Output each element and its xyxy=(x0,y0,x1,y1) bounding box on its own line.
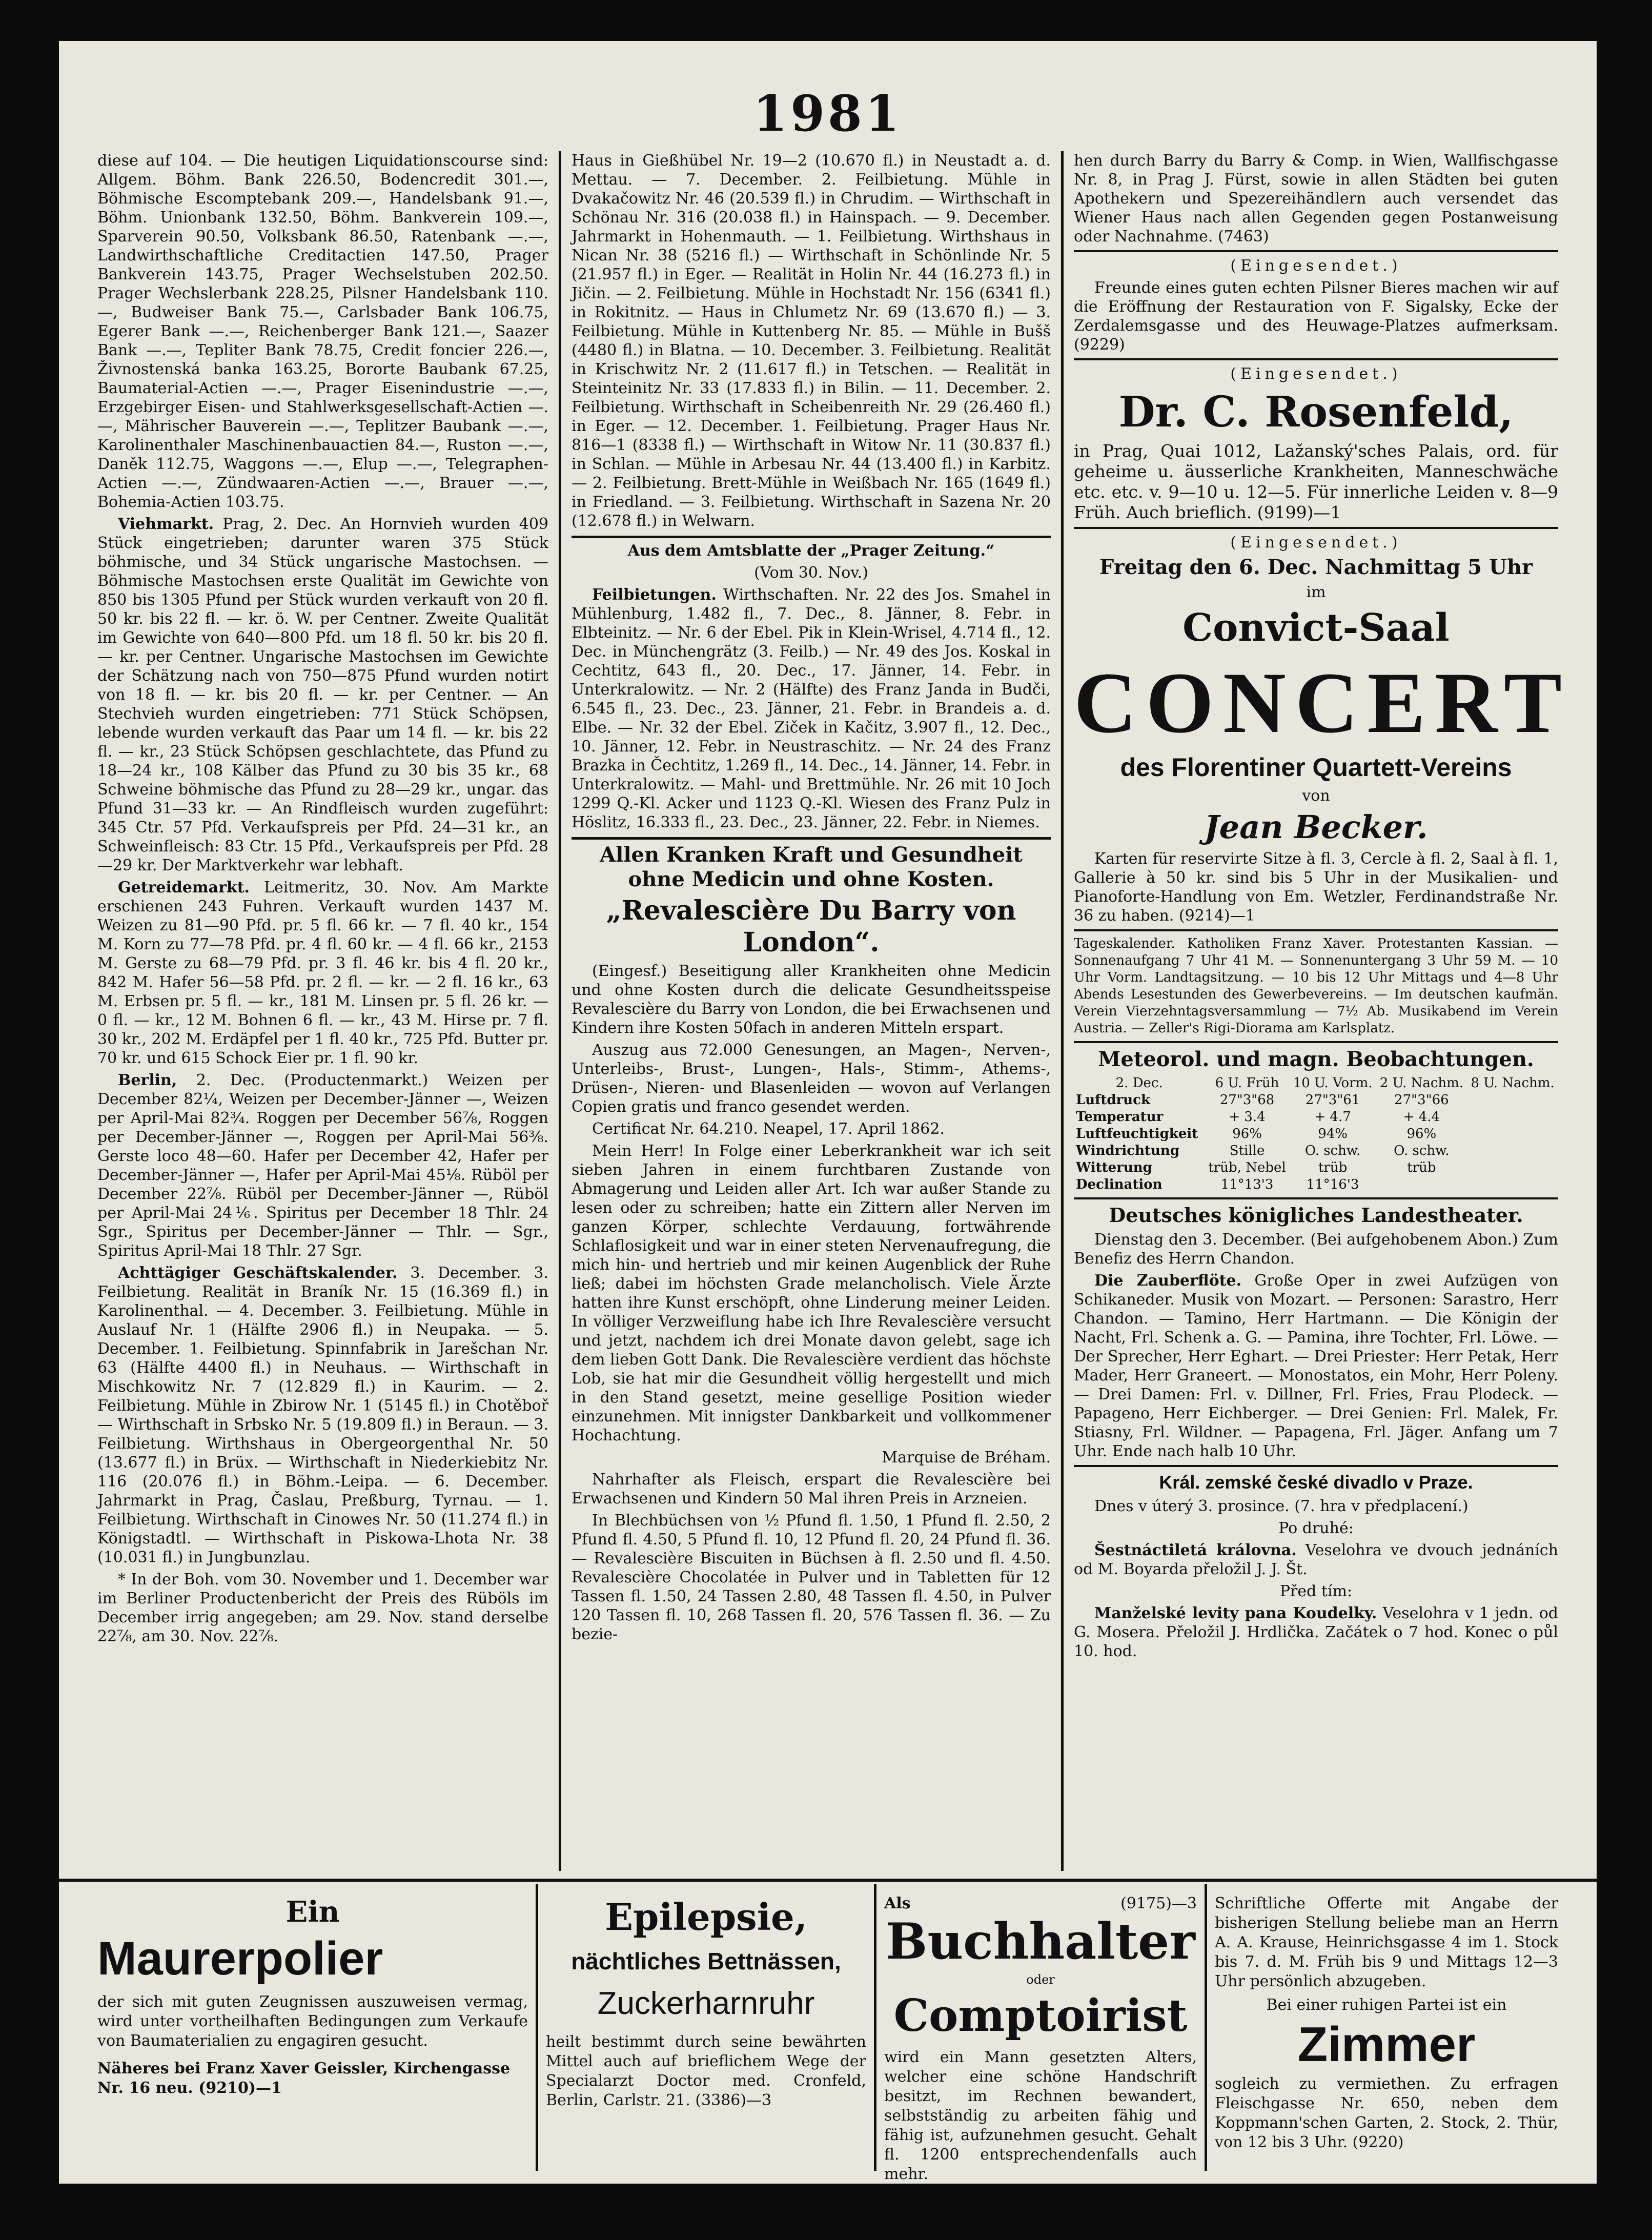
weather-row xyxy=(1074,1143,1558,1159)
theater-cast: Große Oper in zwei Aufzügen von Schikaneder. Musik von Mozart. — Personen: Sarastro, Herr Chandon. — Tamino, Herr Hartmann. — Die Königin der Nacht, Frl. Schenk a. G. — Pamina, ihre Tochter, Frl. Löwe. — Der Sprecher, Herr Eghart. — Drei Priester: Herr Petak, Herr Mader, Herr Graneert. — Monostatos, ein Mohr, Herr Poleny. — Drei Damen: Frl. v. Dillner, Frl. Fries, Frau Plodeck. — Papageno, Herr Eichberger. — Drei Genien: Frl. Malek, Fr. Stiasny, Frl. Wildner. — Papagena, Frl. Jäger. Anfang um 7 Uhr. Ende nach halb 10 Uhr. xyxy=(1074,1272,1558,1460)
czech-theater-text: Po druhé: xyxy=(1278,1519,1354,1537)
weather-cell: 94% xyxy=(1318,1126,1348,1142)
concert-von: von xyxy=(1302,787,1330,805)
ad-maurerpolier xyxy=(97,1894,528,2171)
concert-date: Freitag den 6. Dec. Nachmittag 5 Uhr xyxy=(1099,555,1533,579)
weather-cell xyxy=(1467,1159,1558,1176)
ad-title: Maurerpolier xyxy=(97,1932,383,1985)
weather-col-header: 6 U. Früh xyxy=(1215,1075,1279,1091)
czech-theater-heading: Král. zemské české divadlo v Praze. xyxy=(1159,1472,1473,1493)
stock-exchange-text: diese auf 104. — Die heutigen Liquidationscourse sind: Allgem. Böhm. Bank 226.50, Bodencredit 301.—, Böhmische Escomptebank 209.—, Handelsbank 91.—, Böhm. Unionbank 132.50, Böhm. Bankverein 109.—, Sparverein 90.50, Volksbank 86.50, Ratenbank —.—, Landwirthschaftliche Creditactien 147.50, Prager Bankverein 143.75, Prager Wechselstuben 202.50. Prager Wechslerbank 228.25, Pilsner Handelsbank 110.—, Budweiser Bank 75.—, Carlsbader Bank 106.75, Egerer Bank —.—, Reichenberger Bank 121.—, Saazer Bank —.—, Tepliter Bank 78.75, Credit foncier 226.—, Živnostenská banka 163.25, Bororte Baubank 67.25, Baumaterial-Actien —.—, Prager Eisenindustrie —.—, Erzgebirger Eisen- und Stahlwerksgesellschaft-Actien —.—, Mährischer Bauverein —.—, Teplitzer Baubank —.—, Karolinenthaler Maschinenbauactien 84.—, Ruston —.—, Daněk 112.75, Waggons —.—, Elup —.—, Telegraphen-Actien —.—, Zündwaaren-Actien —.—, Brauer —.—, Bohemia-Actien 103.75. xyxy=(97,152,548,511)
ad-reference: (9175)—3 xyxy=(1120,1895,1197,1912)
ad-text: der sich mit guten Zeugnissen auszuweisen vermag, wird unter vortheilhaften Bedingungen zum Verkaufe von Baumaterialien zu engagiren gesucht. xyxy=(97,1993,528,2050)
weather-heading: Meteorol. und magn. Beobachtungen. xyxy=(1098,1047,1534,1071)
column-1 xyxy=(97,151,548,1874)
business-calendar-text: 3. December. 3. Feilbietung. Realität in Braník Nr. 15 (16.369 fl.) in Karolinenthal. — 4. December. 3. Feilbietung. Mühle in Auslauf Nr. 1 (Hälfte 2906 fl.) in Neupaka. — 5. December. 1. Feilbietung. Spinnfabrik in Jarešchan Nr. 63 (Hälfte 4400 fl.) in Neuhaus. — Wirthschaft in Mischkowitz Nr. 7 (12.829 fl.) in Kaurim. — 2. Feilbietung. Mühle in Zbirow Nr. 1 (5145 fl.) in Chotěboř — Wirthschaft in Srbsko Nr. 5 (19.809 fl.) in Beraun. — 3. Feilbietung. Wirthshaus in Obergeorgenthal Nr. 50 (13.677 fl.) in Brüx. — Wirthschaft in Niederkiebitz Nr. 116 (20.076 fl.) in Böhm.-Leipa. — 6. December. Jahrmarkt in Prag, Časlau, Preßburg, Tyrnau. — 1. Feilbietung. Wirthschaft in Cinowes Nr. 50 (11.274 fl.) in Königstadtl. — Wirthschaft in Piskowa-Lhota Nr. 38 (10.031 fl.) in Jungbunzlau. xyxy=(97,1264,549,1566)
weather-cell: + 3.4 xyxy=(1229,1109,1266,1125)
restaurant-notice: Freunde eines guten echten Pilsner Bieres machen wir auf die Eröffnung der Restauration von F. Sigalsky, Ecke der Zerdalemsgasse und des Heuwage-Platzes aufmerksam. (9229) xyxy=(1074,279,1558,354)
play-title: Manželské levity pana Koudelky. xyxy=(1094,1604,1377,1622)
divider xyxy=(1074,250,1558,252)
weather-cell xyxy=(1467,1092,1558,1109)
revalesciere-text: Auszug aus 72.000 Genesungen, an Magen-, Nerven-, Unterleibs-, Brust-, Lungen-, Hals-, Stimm-, Athems-, Drüsen-, Nieren- und Blasenleiden — wovon auf Verlangen Copien gratis und franco gesendet werden. xyxy=(572,1041,1051,1116)
ad-buchhalter xyxy=(884,1894,1197,2183)
newspaper-page xyxy=(59,41,1597,2184)
section-heading: Achttägiger Geschäftskalender. xyxy=(118,1264,398,1282)
weather-col-header: 8 U. Nachm. xyxy=(1471,1075,1555,1091)
grain-market-text: Leitmeritz, 30. Nov. Am Markte erschienen 243 Fuhren. Verkauft wurden 1437 M. Weizen zu 81—90 Pfd. pr. 5 fl. 66 kr. — 7 fl. 40 kr., 154 M. Korn zu 77—78 Pfd. pr. 4 fl. 60 kr. — 4 fl. 66 kr., 2153 M. Gerste zu 68—79 Pfd. pr. 3 fl. 46 kr. bis 4 fl. 20 kr., 842 M. Hafer 56—58 Pfd. pr. 2 fl. — kr. — 2 fl. 16 kr., 63 M. Erbsen pr. 5 fl. — kr., 181 M. Linsen pr. 5 fl. 26 kr. — 0 fl. — kr., 12 M. Bohnen 6 fl. — kr., 43 M. Hirse pr. 7 fl. 30 kr., 202 M. Erdäpfel per 1 fl. 40 kr., 725 Pfd. Butter pr. 70 kr. und 615 Schock Eier pr. 1 fl. 90 kr. xyxy=(97,879,548,1067)
czech-theater-text: Dnes v úterý 3. prosince. (7. hra v předplacení.) xyxy=(1094,1497,1469,1515)
weather-row xyxy=(1074,1109,1558,1126)
eingesendet-label: (Eingesendet.) xyxy=(1230,365,1402,383)
column-rule xyxy=(559,151,561,1871)
amtsblatt-date: (Vom 30. Nov.) xyxy=(754,564,868,582)
weather-cell xyxy=(1467,1143,1558,1159)
weather-cell: O. schw. xyxy=(1304,1143,1361,1158)
column-3 xyxy=(1074,151,1572,1874)
theater-text: Dienstag den 3. December. (Bei aufgehobenem Abon.) Zum Benefiz des Herrn Chandon. xyxy=(1074,1231,1558,1268)
weather-table xyxy=(1074,1075,1558,1193)
czech-theater-text: Veselohra ve dvouch jednáních od M. Boyarda přeložil J. J. Št. xyxy=(1074,1541,1558,1578)
concert-headline: CONCERT xyxy=(1074,655,1572,751)
weather-cell: Stille xyxy=(1229,1143,1265,1158)
theater-heading: Deutsches königliches Landestheater. xyxy=(1109,1204,1523,1227)
ad-rule xyxy=(874,1884,876,2171)
czech-theater-text: Před tím: xyxy=(1279,1582,1353,1600)
weather-row xyxy=(1074,1176,1558,1193)
concert-performer: Jean Becker. xyxy=(1204,808,1428,846)
ad-title: Buchhalter xyxy=(886,1912,1195,1970)
ad-contact: Näheres bei Franz Xaver Geissler, Kirchengasse Nr. 16 neu. (9210)—1 xyxy=(97,2060,511,2097)
weather-label: Witterung xyxy=(1076,1160,1152,1175)
horizontal-rule xyxy=(59,1879,1597,1882)
weather-cell: 11°16'3 xyxy=(1306,1177,1359,1192)
weather-row xyxy=(1074,1092,1558,1109)
du-barry-address-text: hen durch Barry du Barry & Comp. in Wien, Wallfischgasse Nr. 8, in Prag J. Fürst, sowie in allen Städten bei guten Apothekern und Spezereihändlern auch versendet das Wiener Haus nach allen Gegenden gegen Postanweisung oder Nachnahme. (7463) xyxy=(1074,152,1558,246)
ad-text: Schriftliche Offerte mit Angabe der bisherigen Stellung beliebe man an Herrn A. A. Krause, Heinrichsgasse 4 im 1. Stock bis 7. d. M. Früh bis 9 und Mittags 12—3 Uhr persönlich abzugeben. xyxy=(1215,1895,1558,1990)
weather-cell: 27"3"66 xyxy=(1394,1092,1449,1108)
weather-cell xyxy=(1376,1176,1467,1193)
ticket-info: Karten für reservirte Sitze à fl. 3, Cercle à fl. 2, Saal à fl. 1, Gallerie à 50 kr. sind bis 5 Uhr in der Musikalien- und Pianoforte-Handlung von Em. Wetzler, Ferdinandstraße Nr. 36 zu haben. (9214)—1 xyxy=(1074,850,1558,925)
section-heading: Feilbietungen. xyxy=(592,586,717,604)
weather-label: Luftdruck xyxy=(1076,1092,1151,1108)
divider xyxy=(572,837,1051,840)
revalesciere-text: Nahrhafter als Fleisch, erspart die Revalescière bei Erwachsenen und Kindern 50 Mal ihren Preis in Arzneien. xyxy=(572,1471,1051,1508)
concert-im: im xyxy=(1306,583,1326,601)
weather-header-row xyxy=(1074,1075,1558,1092)
certificate-line: Certificat Nr. 64.210. Neapel, 17. April 1862. xyxy=(592,1120,945,1138)
divider xyxy=(1074,358,1558,360)
weather-cell: 11°13'3 xyxy=(1220,1177,1274,1192)
divider xyxy=(1074,1465,1558,1467)
ad-als: Als xyxy=(884,1895,911,1912)
eingesendet-label: (Eingesendet.) xyxy=(1230,257,1402,275)
ad-text: Bei einer ruhigen Partei ist ein xyxy=(1266,1996,1507,2014)
weather-cell: 27"3"68 xyxy=(1219,1092,1275,1108)
ad-oder: oder xyxy=(1026,1972,1055,1987)
ad-epilepsie xyxy=(546,1894,866,2171)
weather-label: Temperatur xyxy=(1076,1109,1164,1125)
weather-label: Declination xyxy=(1076,1177,1162,1192)
weather-row xyxy=(1074,1159,1558,1176)
czech-theater-text: Veselohra v 1 jedn. od G. Mosera. Přeložil J. Hrdlička. Začátek o 7 hod. Konec o půl 10. hod. xyxy=(1074,1604,1558,1660)
weather-label: Windrichtung xyxy=(1076,1143,1180,1158)
daily-calendar: Tageskalender. Katholiken Franz Xaver. Protestanten Kassian. — Sonnenaufgang 7 Uhr 41 M. — Sonnenuntergang 3 Uhr 59 M. — 10 Uhr Vorm. Landtagsitzung. — 10 bis 12 Uhr Mittags und 4—8 Uhr Abends Lesestunden des Gewerbevereins. — Im deutschen kaufmän. Verein Vierzehntagsversammlung — 7½ Ab. Musikabend im Verein Austria. — Zeller's Rigi-Diorama am Karlsplatz. xyxy=(1074,936,1558,1036)
ad-rule xyxy=(536,1884,538,2171)
revalesciere-text: (Eingesf.) Beseitigung aller Krankheiten ohne Medicin und ohne Kosten durch die delicate Gesundheitsspeise Revalescière du Barry von London, die bei Erwachsenen und Kindern ihre Kosten 50fach in anderen Mitteln erspart. xyxy=(572,962,1051,1037)
ad-text: wird ein Mann gesetzten Alters, welcher eine schöne Handschrift besitzt, im Rechnen bewandert, selbstständig zu arbeiten fähig und fähig ist, aufzunehmen gesucht. Gehalt fl. 1200 entsprechendenfalls auch mehr. xyxy=(884,2048,1197,2183)
weather-cell: + 4.7 xyxy=(1314,1109,1351,1125)
weather-cell: 96% xyxy=(1406,1126,1437,1142)
ad-text: heilt bestimmt durch seine bewährten Mittel auch auf brieflichem Wege der Specialarzt Doctor med. Cronfeld, Berlin, Carlstr. 21. (3386)—3 xyxy=(546,2033,866,2109)
ad-title: Zimmer xyxy=(1297,2017,1476,2072)
ad-title: Epilepsie, xyxy=(605,1895,807,1939)
weather-cell: 96% xyxy=(1232,1126,1262,1142)
page-number: 1981 xyxy=(753,85,903,142)
column-2 xyxy=(572,151,1051,1874)
footnote: * In der Boh. vom 30. November und 1. December war im Berliner Productenbericht der Preis des Rüböls im December irrig angegeben; am 29. Nov. stand derselbe 22⅞, am 30. Nov. 22⅞. xyxy=(97,1571,548,1645)
weather-cell: trüb xyxy=(1318,1160,1348,1175)
weather-cell: 27"3"61 xyxy=(1305,1092,1360,1108)
divider xyxy=(572,536,1051,538)
amtsblatt-heading: Aus dem Amtsblatte der „Prager Zeitung.“ xyxy=(627,542,995,560)
calendar-continued-text: Haus in Gießhübel Nr. 19—2 (10.670 fl.) in Neustadt a. d. Mettau. — 7. December. 2. Feilbietung. Mühle in Dvakačowitz Nr. 46 (20.539 fl.) in Chrudim. — Wirthschaft in Schönau Nr. 316 (20.038 fl.) in Hainspach. — 9. December. Jahrmarkt in Hohenmauth. — 1. Feilbietung. Wirthshaus in Nican Nr. 38 (5216 fl.) — Wirthschaft in Schönlinde Nr. 5 (21.957 fl.) in Eger. — Realität in Holin Nr. 44 (16.273 fl.) in Jičin. — 2. Feilbietung. Mühle in Hochstadt Nr. 156 (6341 fl.) in Rokitnitz. — Haus in Chlumetz Nr. 69 (13.670 fl.) — 3. Feilbietung. Mühle in Kuttenberg Nr. 85. — Mühle in Bušš (4480 fl.) in Blatna. — 10. December. 3. Feilbietung. Realität in Krischwitz Nr. 2 (11.617 fl.) in Tetschen. — Realität in Steinteinitz Nr. 33 (17.833 fl.) in Bilin. — 11. December. 2. Feilbietung. Wirthschaft in Scheibenreith Nr. 29 (26.460 fl.) in Eger. — 12. December. 1. Feilbietung. Prager Haus Nr. 816—1 (8338 fl.) — Wirthschaft in Witow Nr. 11 (30.837 fl.) in Schlan. — Mühle in Arbesau Nr. 44 (13.400 fl.) in Karbitz. — 2. Feilbietung. Brett-Mühle in Weißbach Nr. 165 (1649 fl.) in Friedland. — 3. Feilbietung. Wirthschaft in Sazena Nr. 20 (12.678 fl.) in Welwarn. xyxy=(572,152,1051,530)
weather-col-header: 10 U. Vorm. xyxy=(1293,1075,1373,1091)
ad-subtitle: Zuckerharnruhr xyxy=(597,1986,815,2021)
auctions-text: Wirthschaften. Nr. 22 des Jos. Smahel in Mühlenburg, 1.482 fl., 7. Dec., 8. Jänner, 8. Febr. in Elbteinitz. — Nr. 6 der Ebel. Pik in Klein-Wrisel, 4.714 fl., 12. Dec. in Münchengrätz (3. Feilb.) — Nr. 49 des Jos. Koskal in Cechtitz, 643 fl., 20. Dec., 17. Jänner, 14. Febr. in Unterkralowitz. — Nr. 2 (Hälfte) des Franz Janda in Budči, 6.545 fl., 23. Dec., 23. Jänner, 21. Febr. in Brandeis a. d. Elbe. — Nr. 32 der Ebel. Ziček in Kačitz, 3.907 fl., 12. Dec., 10. Jänner, 12. Febr. in Neustraschitz. — Nr. 24 des Franz Brazka in Čechtitz, 1.269 fl., 14. Dec., 14. Jänner, 14. Febr. in Unterkralowitz. — Mahl- und Brettmühle. Nr. 26 mit 10 Joch 1299 Q.-Kl. Acker und 1123 Q.-Kl. Wiesen des Franz Pulz in Höslitz, 16.333 fl., 23. Dec., 23. Jänner, 22. Febr. in Niemes. xyxy=(572,586,1051,831)
section-heading: Berlin, xyxy=(118,1071,177,1089)
berlin-market-text: 2. Dec. (Productenmarkt.) Weizen per December 82¼, Weizen per December-Jänner —, Weizen per April-Mai 82¾. Roggen per December 56⅞, Roggen per December-Jänner —, Roggen per April-Mai 56⅜. Gerste loco 48—60. Hafer per December 42, Hafer per December-Jänner —, Hafer per April-Mai 45⅛. Rüböl per December 22⅞. Rüböl per December-Jänner —, Rüböl per April-Mai 24⅙. Spiritus per December 18 Thlr. 24 Sgr., Spiritus per December-Jänner — Thlr. — Sgr., Spiritus April-Mai 18 Thlr. 27 Sgr. xyxy=(97,1071,548,1260)
weather-label: Luftfeuchtigkeit xyxy=(1076,1126,1198,1142)
section-heading: Getreidemarkt. xyxy=(118,879,250,897)
doctor-ad-text: in Prag, Quai 1012, Lažanský'sches Palais, ord. für geheime u. äusserliche Krankheiten, Manneschwäche etc. etc. v. 9—10 u. 12—5. Für innerliche Leiden v. 8—9 Früh. Auch brieflich. (9199)—1 xyxy=(1074,441,1558,522)
weather-cell xyxy=(1467,1176,1558,1193)
divider xyxy=(1074,1041,1558,1043)
weather-cell: trüb, Nebel xyxy=(1208,1160,1286,1175)
ad-ein: Ein xyxy=(285,1895,340,1929)
ad-zimmer xyxy=(1215,1894,1558,2171)
weather-cell: trüb xyxy=(1407,1160,1436,1175)
price-list-text: In Blechbüchsen von ½ Pfund fl. 1.50, 1 Pfund fl. 2.50, 2 Pfund fl. 4.50, 5 Pfund fl. 10, 12 Pfund fl. 20, 24 Pfund fl. 36. — Revalescière Biscuiten in Büchsen à fl. 2.50 und fl. 4.50. Revalescière Chocolatée in Pulver und in Tabletten für 12 Tassen fl. 1.50, 24 Tassen 2.80, 48 Tassen fl. 4.50, in Pulver 120 Tassen fl. 10, 268 Tassen fl. 20, 576 Tassen fl. 36. — Zu bezie- xyxy=(572,1512,1051,1643)
divider xyxy=(1074,527,1558,529)
divider xyxy=(1074,929,1558,931)
testimonial-text: Mein Herr! In Folge einer Leberkrankheit war ich seit sieben Jahren in einem furchtbaren Zustande von Abmagerung und Leiden aller Art. Ich war außer Stande zu lesen oder zu schreiben; hatte ein Zittern aller Nerven im ganzen Körper, schlechte Verdauung, fortwährende Schlaflosigkeit und war in einer steten Nervenaufregung, die mich hin- und hertrieb und mir keinen Augenblick der Ruhe ließ; dabei im höchsten Grade melancholisch. Viele Ärzte hatten ihre Kunst erschöpft, ohne Linderung meiner Leiden. In völliger Verzweiflung habe ich Ihre Revalescière versucht und jetzt, nachdem ich drei Monate davon gelebt, sage ich dem lieben Gott Dank. Die Revalescière verdient das höchste Lob, sie hat mir die Gesundheit völlig hergestellt und mich in den Stand gesetzt, meine gesellige Position wieder einzunehmen. Mit innigster Dankbarkeit und vollkommener Hochachtung. xyxy=(572,1142,1051,1444)
opera-title: Die Zauberflöte. xyxy=(1094,1272,1242,1290)
weather-row xyxy=(1074,1126,1558,1143)
weather-cell xyxy=(1467,1126,1558,1143)
eingesendet-label: (Eingesendet.) xyxy=(1230,534,1402,552)
ad-subtitle: nächtliches Bettnässen, xyxy=(571,1948,841,1974)
cattle-market-text: Prag, 2. Dec. An Hornvieh wurden 409 Stück eingetrieben; darunter waren 375 Stück böhmische, und 34 Stück ungarische Mastochsen. — Böhmische Mastochsen erste Qualität im Gewichte von 850 bis 1305 Pfund per Stück wurden verkauft von 20 fl. 50 kr. bis 22 fl. — kr. ö. W. per Centner. Zweite Qualität im Gewichte von 640—800 Pfd. um 18 fl. 50 kr. bis 20 fl. — kr. per Centner. Ungarische Mastochsen im Gewichte der Schätzung nach von 750—875 Pfund wurden notirt von 18 fl. — kr. bis 20 fl. — kr. per Centner. — An Stechvieh wurden eingetrieben: 771 Stück Schöpsen, lebende wurden verkauft das Paar um 14 fl. — kr. bis 22 fl. — kr., 23 Stück Schöpsen geschlachtete, das Pfund zu 18—24 kr., 108 Kälber das Pfund zu 30 bis 35 kr., 68 Schweine böhmische das Pfund zu 28—29 kr., ungar. das Pfund 31—33 kr. — An Rindfleisch wurden zugeführt: 345 Ctr. 57 Pfd. Verkaufspreis per Pfd. 24—31 kr., an Schweinfleisch: 83 Ctr. 15 Pfd., Verkaufspreis per Pfd. 28—29 kr. Der Marktverkehr war lebhaft. xyxy=(97,515,548,874)
column-rule xyxy=(1061,151,1064,1871)
concert-subtitle: des Florentiner Quartett-Vereins xyxy=(1120,753,1512,782)
section-heading: Viehmarkt. xyxy=(118,515,214,533)
concert-venue: Convict-Saal xyxy=(1182,606,1450,650)
weather-cell: O. schw. xyxy=(1394,1143,1450,1158)
weather-cell xyxy=(1467,1109,1558,1126)
doctor-name: Dr. C. Rosenfeld, xyxy=(1118,388,1514,437)
divider xyxy=(1074,1197,1558,1199)
ad-text: sogleich zu vermiethen. Zu erfragen Fleischgasse Nr. 650, neben dem Koppmann'schen Garten, 2. Stock, 2. Thür, von 12 bis 3 Uhr. (9220) xyxy=(1215,2075,1558,2151)
weather-col-header: 2. Dec. xyxy=(1115,1075,1163,1091)
testimonial-signature: Marquise de Bréham. xyxy=(882,1449,1051,1467)
weather-col-header: 2 U. Nachm. xyxy=(1379,1075,1464,1091)
ad-rule xyxy=(1205,1884,1207,2171)
ad-title: Comptoirist xyxy=(893,1990,1188,2042)
play-title: Šestnáctiletá královna. xyxy=(1094,1541,1297,1559)
revalesciere-headline: Allen Kranken Kraft und Gesundheit ohne Medicin und ohne Kosten. xyxy=(600,843,1023,891)
weather-cell: + 4.4 xyxy=(1403,1109,1440,1125)
revalesciere-title: „Revalescière Du Barry von London“. xyxy=(606,895,1016,958)
